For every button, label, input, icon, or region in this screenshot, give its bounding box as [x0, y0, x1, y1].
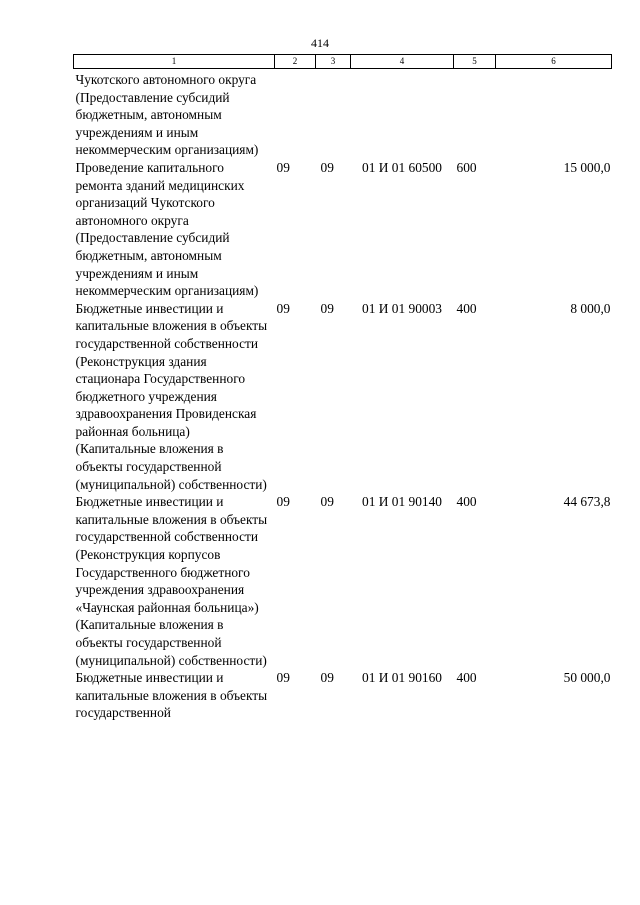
row-amount: 8 000,0 [570, 300, 611, 316]
row-expense-type: 400 [456, 670, 477, 686]
row-subsection: 09 [320, 670, 334, 686]
row-expense-type: 400 [456, 300, 477, 316]
header-row [74, 55, 612, 69]
row-target: 01 И 01 90003 [362, 300, 442, 316]
row-amount: 15 000,0 [563, 159, 611, 175]
row-subsection: 09 [320, 159, 334, 175]
table-row [74, 69, 612, 159]
row-name: Проведение капитального ремонта зданий медицинских организаций Чукотского автономного округа (Предоставление субсидий бюджетным, автономным учреждениям и иным некоммерческим организациям) [75, 159, 259, 299]
row-amount [496, 69, 612, 159]
column-header-4: 4 [351, 55, 454, 69]
column-header-5: 5 [454, 55, 496, 69]
row-amount: 44 673,8 [563, 494, 611, 510]
row-name: Бюджетные инвестиции и капитальные вложения в объекты государственной собственности (Реконструкция корпусов Государственного бюджетного учреждения здравоохранения «Чаунская районная больница») (Капитальные вложения в объекты государственной (муниципальной) собственности) [75, 494, 268, 668]
row-target: 01 И 01 90160 [362, 670, 442, 686]
page-number: 414 [311, 36, 329, 50]
table-header [74, 55, 612, 69]
table-row [74, 669, 612, 722]
table-body [74, 69, 612, 722]
row-subsection [316, 69, 351, 159]
row-target [351, 69, 454, 159]
table-row [74, 493, 612, 669]
row-expense-type: 400 [456, 494, 477, 510]
row-section: 09 [276, 159, 290, 175]
column-header-2: 2 [275, 55, 316, 69]
row-section: 09 [276, 670, 290, 686]
row-section: 09 [276, 300, 290, 316]
row-section [275, 69, 316, 159]
row-name: Бюджетные инвестиции и капитальные вложения в объекты государственной собственности (Реконструкция здания стационара Государственного бюджетного учреждения здравоохранения Провиденская районная больница) (Капитальные вложения в объекты государственной (муниципальной) собственности) [75, 300, 268, 492]
budget-table [73, 54, 612, 722]
table-row [74, 159, 612, 300]
row-subsection: 09 [320, 300, 334, 316]
row-name: Чукотского автономного округа (Предоставление субсидий бюджетным, автономным учреждениям и иным некоммерческим организациям) [75, 72, 259, 158]
row-section: 09 [276, 494, 290, 510]
row-amount: 50 000,0 [563, 670, 611, 686]
row-expense-type: 600 [456, 159, 477, 175]
row-target: 01 И 01 60500 [362, 159, 442, 175]
column-header-6: 6 [496, 55, 612, 69]
table-row [74, 300, 612, 494]
row-target: 01 И 01 90140 [362, 494, 442, 510]
column-header-3: 3 [316, 55, 351, 69]
row-expense-type [454, 69, 496, 159]
row-subsection: 09 [320, 494, 334, 510]
column-header-1: 1 [74, 55, 275, 69]
row-name: Бюджетные инвестиции и капитальные вложения в объекты государственной [75, 670, 268, 721]
